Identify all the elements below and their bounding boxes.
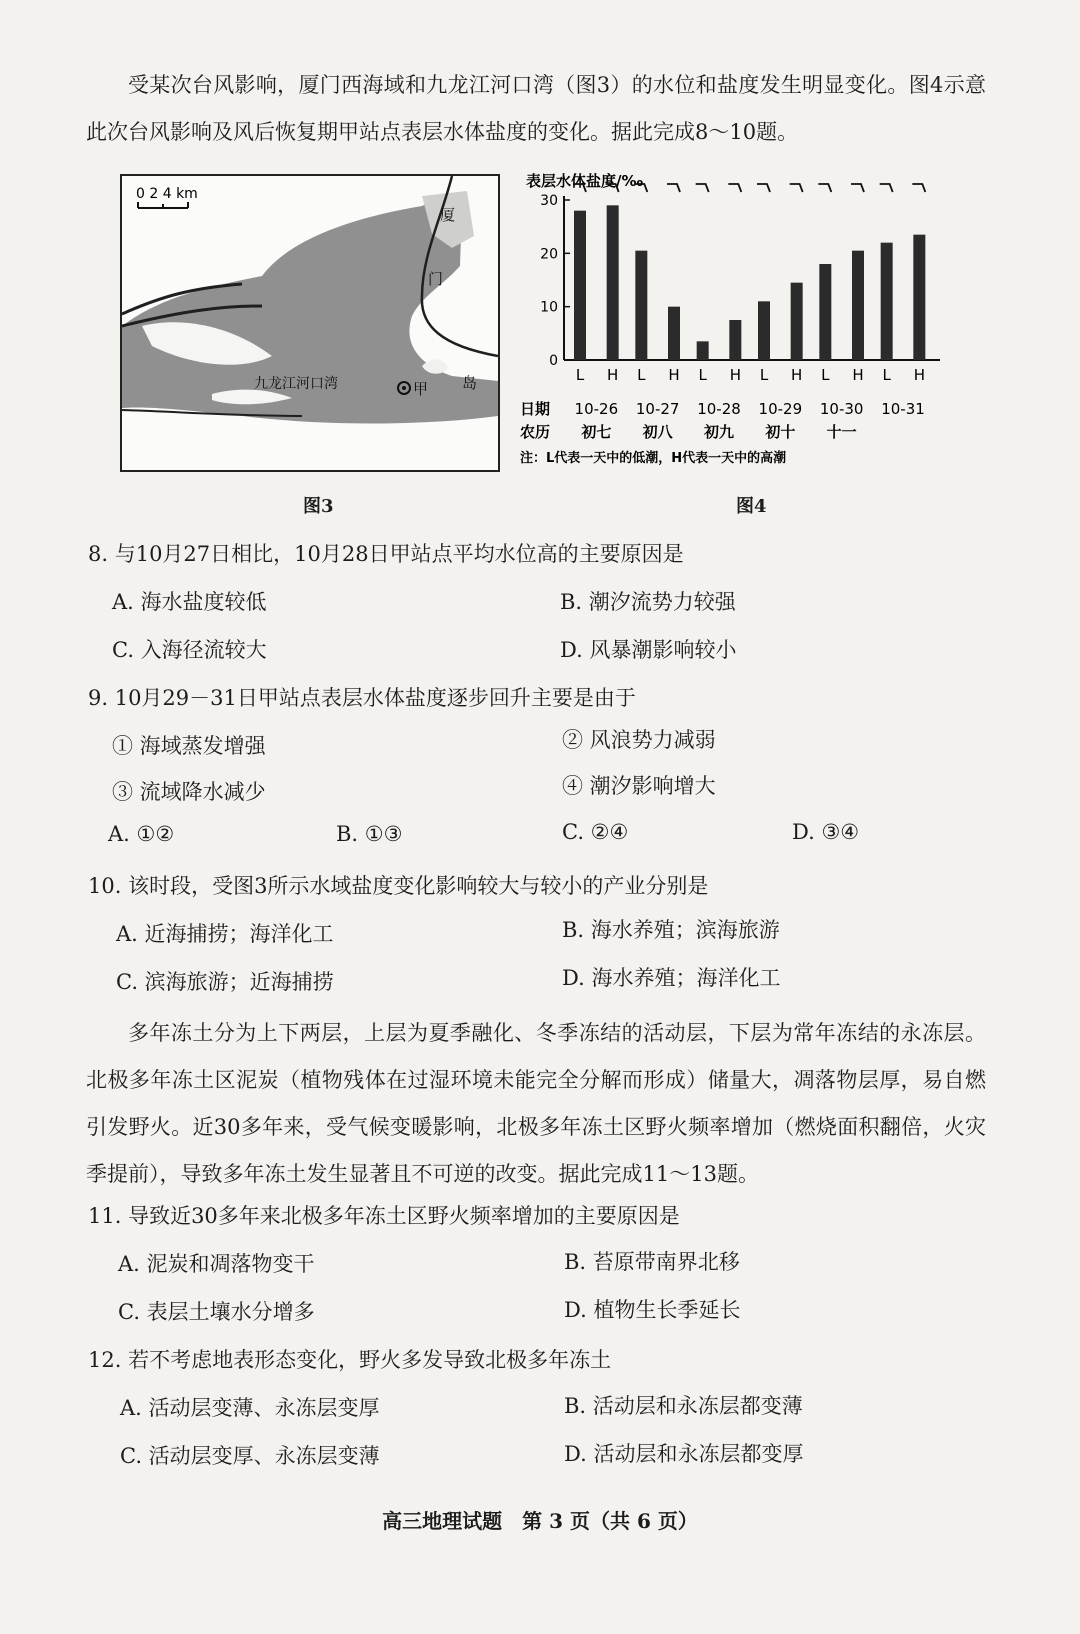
estuary-label: 九龙江河口湾 [254,376,338,392]
intro-paragraph-typhoon: 受某次台风影响，厦门西海域和九龙江河口湾（图3）的水位和盐度发生明显变化。图4示意此次台风影响及风后恢复期甲站点表层水体盐度的变化。据此完成8～10题。 [86,73,986,144]
question-9-stem: 9. 10月29－31日甲站点表层水体盐度逐步回升主要是由于 [88,686,636,710]
chart-lunar-label: 初八 [642,423,673,441]
question-9-statement-1: ① 海域蒸发增强 [112,734,266,758]
chart-bar [635,251,647,360]
chart-bar [668,307,680,360]
intro-paragraph-permafrost: 多年冻土分为上下两层，上层为夏季融化、冬季冻结的活动层，下层为常年冻结的永冻层。北极多年冻土区泥炭（植物残体在过湿环境未能完全分解而形成）储量大，凋落物层厚，易自燃引发野火。近30多年来，受气候变暖影响，北极多年冻土区野火频率增加（燃烧面积翻倍，火灾季提前），导致多年冻土发生显著且不可逆的改变。据此完成11～13题。 [86,1021,986,1186]
question-11-stem: 11. 导致近30多年来北极多年冻土区野火频率增加的主要原因是 [88,1204,680,1228]
question-10-option-b[interactable]: B. 海水养殖；滨海旅游 [562,918,780,942]
question-12-option-c[interactable]: C. 活动层变厚、永冻层变薄 [120,1444,380,1468]
figure-4-chart [520,170,960,480]
chart-date-label: 10-30 [819,400,864,418]
question-10-option-a[interactable]: A. 近海捕捞；海洋化工 [116,922,334,946]
scale-label: 0 2 4 km [136,186,198,202]
date-row-label: 日期 [520,400,551,418]
chart-tide-label: L [575,366,585,384]
station-label: 甲 [413,380,429,398]
chart-date-label: 10-29 [758,400,803,418]
chart-bar [913,235,925,360]
chart-tide-label: L [698,366,707,384]
chart-date-label: 10-27 [635,400,680,418]
chart-date-label: 10-26 [574,400,619,418]
figure-4-caption: 图4 [736,496,767,517]
wind-barb-icon [728,184,741,192]
chart-ytick-label: 0 [549,353,558,369]
wind-barb-icon [818,184,831,192]
question-8-option-d[interactable]: D. 风暴潮影响较小 [560,638,737,662]
chart-ylabel: 表层水体盐度/‰ [526,172,644,190]
chart-note: 注：L代表一天中的低潮，H代表一天中的高潮 [520,451,787,466]
chart-bar [758,301,770,360]
chart-tide-label: H [913,366,925,384]
chart-ytick-label: 10 [540,299,558,316]
figure-3-map [120,174,500,472]
chart-lunar-label: 初七 [581,423,612,441]
question-12-stem: 12. 若不考虑地表形态变化，野火多发导致北极多年冻土 [88,1348,612,1372]
question-11-option-a[interactable]: A. 泥炭和凋落物变干 [118,1252,315,1276]
question-9-statement-4: ④ 潮汐影响增大 [562,774,716,798]
chart-lunar-label: 初十 [765,423,796,441]
question-9-option-b[interactable]: B. ①③ [336,822,403,846]
chart-tide-label: L [759,366,769,384]
question-9-statement-2: ② 风浪势力减弱 [562,728,716,752]
question-8-option-c[interactable]: C. 入海径流较大 [112,638,267,662]
question-11-option-d[interactable]: D. 植物生长季延长 [564,1298,741,1322]
question-10-stem: 10. 该时段，受图3所示水域盐度变化影响较大与较小的产业分别是 [88,874,709,898]
wind-barb-icon [757,184,770,192]
chart-lunar-label: 十一 [826,423,857,441]
figure-3-caption: 图3 [303,496,334,517]
question-8-option-a[interactable]: A. 海水盐度较低 [112,590,267,614]
chart-bar [852,251,864,360]
land-label-1: 厦 [440,206,456,224]
question-11-option-c[interactable]: C. 表层土壤水分增多 [118,1300,315,1324]
chart-bar [729,320,741,360]
wind-barb-icon [696,184,709,192]
chart-ytick-label: 20 [540,246,558,263]
chart-bar [881,243,893,360]
chart-tide-label: H [729,366,741,384]
chart-bar [607,205,619,360]
chart-date-label: 10-28 [697,400,741,418]
question-12-option-d[interactable]: D. 活动层和永冻层都变厚 [564,1442,804,1466]
wind-barb-icon [667,184,680,192]
question-8-stem: 8. 与10月27日相比，10月28日甲站点平均水位高的主要原因是 [88,542,684,566]
chart-tide-label: L [882,366,891,384]
chart-bar [574,211,586,360]
wind-barb-icon [912,184,925,192]
lunar-row-label: 农历 [520,423,551,441]
chart-tide-label: H [668,366,680,384]
chart-lunar-label: 初九 [703,423,735,441]
wind-barb-icon [790,184,803,192]
question-10-option-c[interactable]: C. 滨海旅游；近海捕捞 [116,970,334,994]
wind-barb-icon [851,184,864,192]
question-8-option-b[interactable]: B. 潮汐流势力较强 [560,590,736,614]
chart-tide-label: H [852,366,864,384]
chart-bar [819,264,831,360]
page-footer: 高三地理试题 第 3 页（共 6 页） [382,1509,698,1533]
question-9-option-c[interactable]: C. ②④ [562,820,629,844]
chart-ytick-label: 30 [540,193,558,209]
question-11-option-b[interactable]: B. 苔原带南界北移 [564,1250,740,1274]
land-label-2: 门 [428,270,444,288]
question-9-statement-3: ③ 流域降水减少 [112,780,266,804]
question-12-option-a[interactable]: A. 活动层变薄、永冻层变厚 [120,1396,380,1420]
salinity-bar-chart [520,170,960,480]
question-12-option-b[interactable]: B. 活动层和永冻层都变薄 [564,1394,803,1418]
chart-tide-label: H [791,366,803,384]
chart-bar [791,283,803,360]
question-10-option-d[interactable]: D. 海水养殖；海洋化工 [562,966,781,990]
chart-bar [697,341,709,360]
land-label-3: 岛 [462,374,478,392]
chart-date-label: 10-31 [881,400,925,418]
chart-tide-label: L [637,366,646,384]
wind-barb-icon [880,184,893,192]
map-svg [122,176,498,470]
chart-tide-label: L [821,366,830,384]
chart-tide-label: H [607,366,619,384]
question-9-option-a[interactable]: A. ①② [108,822,175,846]
question-9-option-d[interactable]: D. ③④ [792,820,860,844]
